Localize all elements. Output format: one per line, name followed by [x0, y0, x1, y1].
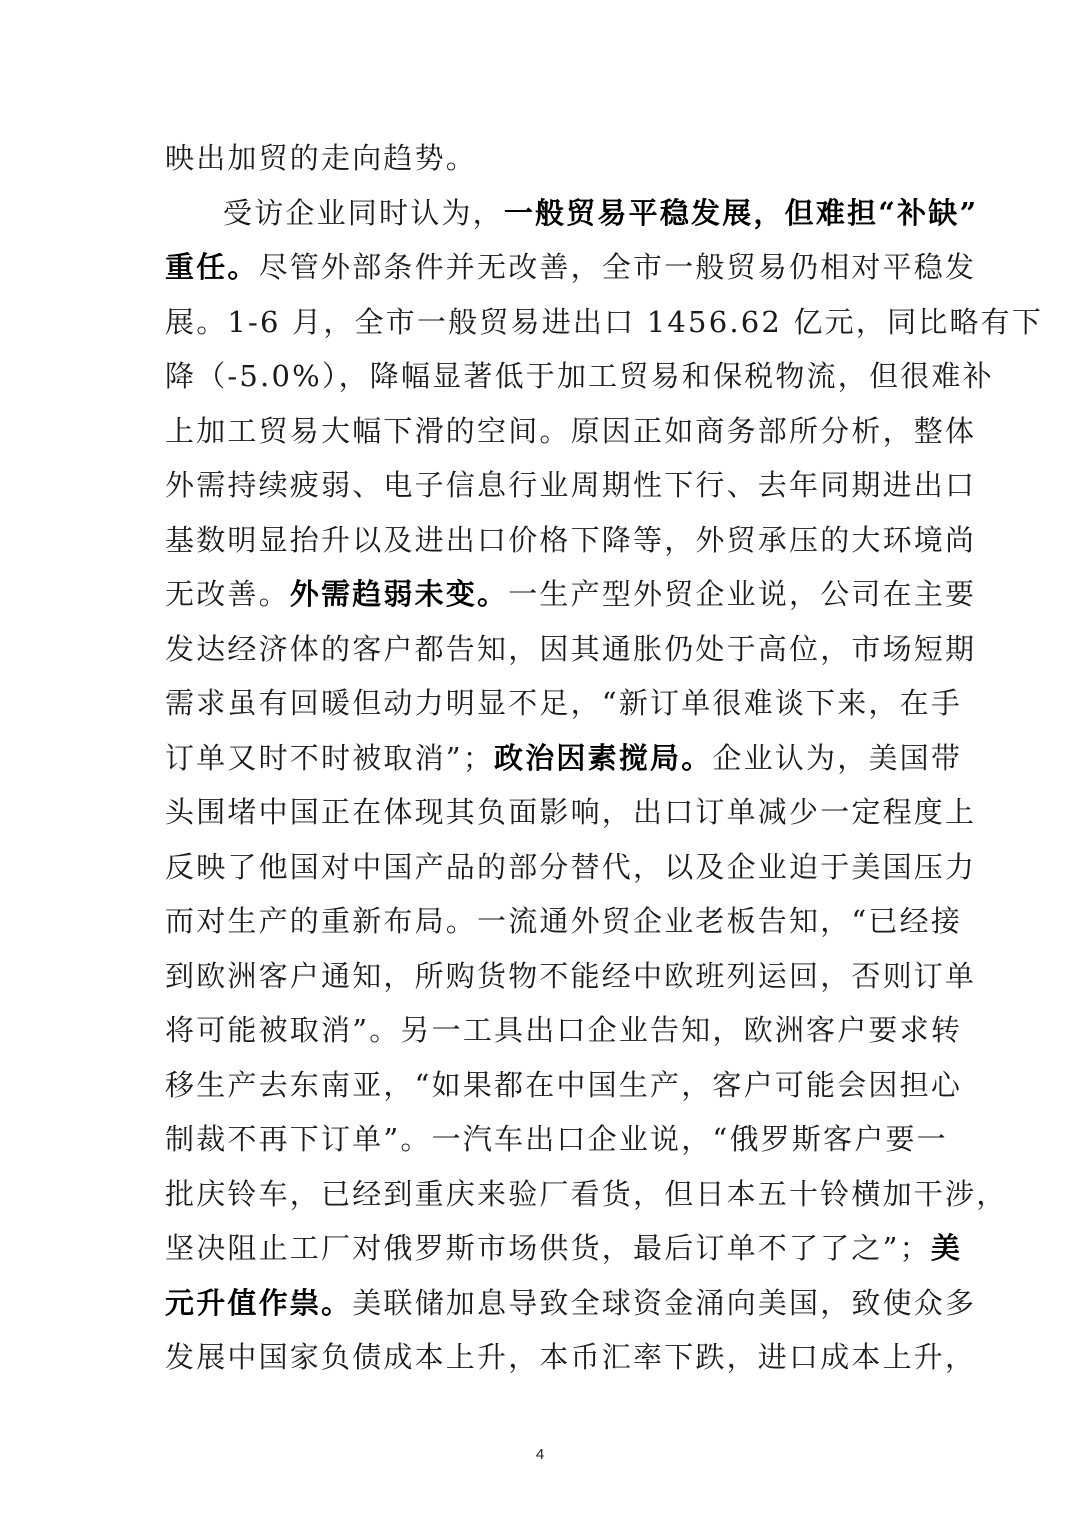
text-run: 需求虽有回暖但动力明显不足，“新订单很难谈下来，在手: [165, 686, 963, 720]
paragraph-line: [165, 1330, 977, 1385]
text-run: 反映了他国对中国产品的部分替代，以及企业迫于美国压力: [165, 849, 977, 884]
text-run: 一生产型外贸企业说，公司在主要: [508, 577, 977, 611]
text-run: 到欧洲客户通知，所购货物不能经中欧班列运回，否则订单: [165, 958, 977, 993]
paragraph-line: [165, 295, 1044, 350]
text-run: 美联储加息导致全球资金涌向美国，致使众多: [352, 1285, 977, 1320]
text-run: 基数明显抬升以及进出口价格下降等，外贸承压的大环境尚: [165, 522, 977, 557]
paragraph-line: [165, 785, 977, 840]
document-body: [165, 131, 1044, 1385]
bold-heading-run: 元升值作祟。: [165, 1285, 353, 1320]
paragraph-line: [165, 186, 979, 241]
paragraph-line: [165, 240, 977, 295]
text-run: 上加工贸易大幅下滑的空间。原因正如商务部所分析，整体: [165, 413, 977, 448]
text-run: 尽管外部条件并无改善，全市一般贸易仍相对平稳发: [258, 250, 977, 284]
text-run: 无改善。: [165, 577, 290, 611]
text-run: 而对生产的重新布局。一流通外贸企业老板告知，“已经接: [165, 904, 963, 938]
text-run: 展。1-6 月，全市一般贸易进出口 1456.62 亿元，同比略有下: [165, 304, 1044, 339]
paragraph-line: [165, 949, 977, 1004]
text-run: 受访企业同时认为，: [223, 195, 504, 230]
text-run: 批庆铃车，已经到重庆来验厂看货，但日本五十铃横加干涉，: [165, 1176, 1008, 1211]
bold-heading-run: 美: [930, 1231, 963, 1265]
paragraph-line: [165, 1221, 963, 1276]
paragraph-line: [165, 1276, 977, 1331]
paragraph-line: [165, 513, 977, 568]
bold-heading-run: 外需趋弱未变。: [289, 577, 509, 611]
paragraph-line: [165, 131, 915, 186]
paragraph-line: [165, 840, 977, 895]
paragraph-line: [165, 1112, 948, 1167]
bold-heading-run: 政治因素搅局。: [494, 740, 713, 775]
text-run: 头围堵中国正在体现其负面影响，出口订单减少一定程度上: [165, 795, 977, 829]
text-run: 外需持续疲弱、电子信息行业周期性下行、去年同期进出口: [165, 468, 977, 502]
paragraph-line: [165, 567, 977, 622]
text-run: 降（-5.0%），降幅显著低于加工贸易和保税物流，但很难补: [165, 359, 994, 393]
paragraph-line: [165, 1058, 963, 1113]
text-run: 映出加贸的走向趋势。: [165, 141, 478, 175]
text-run: 移生产去东南亚，“如果都在中国生产，客户可能会因担心: [165, 1067, 963, 1102]
text-run: 发达经济体的客户都告知，因其通胀仍处于高位，市场短期: [165, 631, 977, 666]
paragraph-line: [165, 458, 977, 513]
bold-heading-run: 重任。: [165, 250, 259, 284]
paragraph-line: [165, 349, 994, 404]
paragraph-line: [165, 1003, 963, 1058]
paragraph-line: [165, 404, 977, 459]
text-run: 发展中国家负债成本上升，本币汇率下跌，进口成本上升，: [165, 1340, 977, 1374]
text-run: 企业认为，美国带: [712, 740, 963, 775]
paragraph-line: [165, 676, 963, 731]
bold-heading-run: 一般贸易平稳发展，但难担“补缺”: [503, 195, 979, 230]
text-run: 制裁不再下订单”。一汽车出口企业说，“俄罗斯客户要一: [165, 1122, 948, 1156]
paragraph-line: [165, 622, 977, 677]
paragraph-line: [165, 894, 963, 949]
text-run: 订单又时不时被取消”；: [165, 740, 495, 775]
text-run: 将可能被取消”。另一工具出口企业告知，欧洲客户要求转: [165, 1013, 963, 1047]
page-number: 4: [535, 1446, 545, 1463]
paragraph-line: [165, 731, 963, 786]
text-run: 坚决阻止工厂对俄罗斯市场供货，最后订单不了了之”；: [165, 1231, 931, 1265]
paragraph-line: [165, 1167, 1008, 1222]
